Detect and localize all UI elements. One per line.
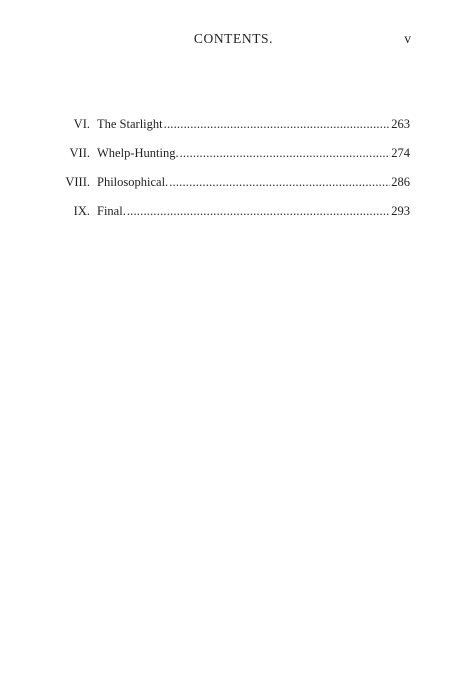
dot-leader <box>164 116 391 132</box>
toc-entry <box>0 174 467 203</box>
chapter-numeral: IX. <box>73 204 90 218</box>
toc-line <box>97 145 410 161</box>
chapter-numeral: VIII. <box>65 175 90 189</box>
toc-line <box>97 203 410 219</box>
toc-entry <box>0 203 467 232</box>
dot-leader <box>180 145 391 161</box>
running-head <box>0 31 467 51</box>
chapter-numeral: VI. <box>73 117 90 131</box>
chapter-title: Final. <box>97 204 126 218</box>
toc-entry <box>0 145 467 174</box>
chapter-numeral: VII. <box>69 146 90 160</box>
dot-leader <box>127 203 390 219</box>
dot-leader <box>169 174 390 190</box>
toc-line <box>97 174 410 190</box>
running-title: CONTENTS. <box>193 31 274 46</box>
chapter-title: Philosophical. <box>97 175 169 189</box>
table-of-contents <box>0 116 467 232</box>
chapter-page: 286 <box>391 175 410 189</box>
chapter-page: 293 <box>391 204 410 218</box>
chapter-page: 274 <box>391 146 410 160</box>
chapter-title: Whelp-Hunting. <box>97 146 179 160</box>
chapter-title: The Starlight <box>97 117 163 131</box>
toc-entry <box>0 116 467 145</box>
toc-line <box>97 116 410 132</box>
chapter-page: 263 <box>391 117 410 131</box>
page-number: v <box>404 31 411 46</box>
